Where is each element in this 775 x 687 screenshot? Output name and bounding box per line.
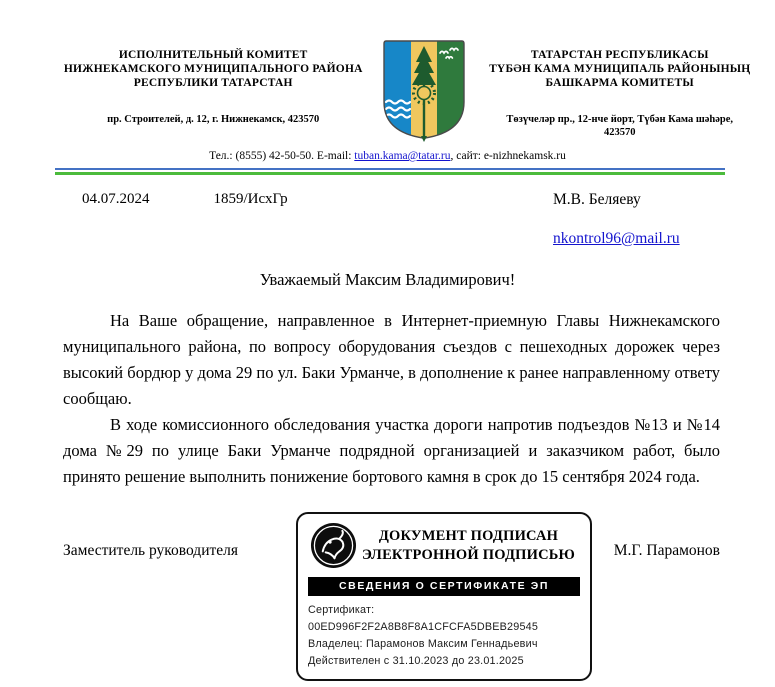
contact-line — [0, 150, 775, 162]
signer-position: Заместитель руководителя — [63, 542, 239, 559]
contact-suffix: , сайт: e-nizhnekamsk.ru — [450, 150, 566, 162]
stamp-certificate-line: Сертификат: 00ED996F2F2A8B8F8A1CFCFA5DBEB29545 — [308, 604, 539, 633]
org-name-tatar — [476, 48, 763, 90]
org-name-line: ТҮБӘН КАМА МУНИЦИПАЛЬ РАЙОНЫНЫҢ — [489, 63, 751, 75]
salutation: Уважаемый Максим Владимирович! — [259, 270, 516, 289]
recipient-name: М.В. Беляеву — [553, 191, 641, 208]
stamp-certificate-bar: СВЕДЕНИЯ О СЕРТИФИКАТЕ ЭП — [308, 577, 580, 596]
stamp-title — [357, 527, 580, 565]
org-block-tatar — [476, 36, 763, 139]
letter-date: 04.07.2024 — [82, 191, 150, 207]
divider-green-line — [55, 172, 725, 175]
stamp-details — [308, 602, 580, 670]
org-name-line: ТАТАРСТАН РЕСПУБЛИКАСЫ — [530, 49, 709, 61]
coat-of-arms — [380, 36, 470, 147]
stamp-header — [308, 522, 580, 569]
org-name-line: ИСПОЛНИТЕЛЬНЫЙ КОМИТЕТ — [118, 49, 308, 61]
nizhnekamsk-coat-of-arms-icon — [380, 36, 468, 142]
body-paragraph-2: В ходе комиссионного обследования участка дороги напротив подъездов №13 и №14 дома №29 по улице Баки Урманче подрядной организацией и заказчиком работ, было принято решение выполнить понижение бортового камня в срок до 15 сентября 2024 года. — [63, 415, 720, 486]
recipient-email-link[interactable]: nkontrol96@mail.ru — [553, 230, 680, 247]
org-address-tatar: Төзүчеләр пр., 12-нче йорт, Түбән Кама шәһәре, 423570 — [506, 114, 734, 138]
org-name-russian — [58, 48, 368, 90]
contact-prefix: Тел.: (8555) 42-50-50. E-mail: — [209, 150, 355, 162]
letter-number: 1859/ИсхГр — [213, 191, 288, 207]
stamp-title-line1: ДОКУМЕНТ ПОДПИСАН — [378, 527, 559, 544]
org-address-russian: пр. Строителей, д. 12, г. Нижнекамск, 423570 — [107, 114, 320, 125]
recipient-block — [553, 191, 718, 248]
signer-name: М.Г. Парамонов — [613, 542, 720, 559]
org-email-link[interactable]: tuban.kama@tatar.ru — [354, 150, 451, 162]
letterhead-divider — [55, 168, 725, 175]
tatarstan-akbars-emblem-icon — [310, 522, 357, 569]
letterhead — [0, 0, 775, 147]
electronic-signature-stamp — [296, 512, 592, 681]
stamp-validity-line: Действителен с 31.10.2023 до 23.01.2025 — [308, 655, 524, 667]
signature-row — [63, 512, 720, 681]
org-block-russian — [58, 36, 368, 126]
org-name-line: НИЖНЕКАМСКОГО МУНИЦИПАЛЬНОГО РАЙОНА — [63, 63, 363, 75]
body-paragraph-1: На Ваше обращение, направленное в Интернет-приемную Главы Нижнекамского муниципального района, по вопросу оборудования съездов с пешеходных дорожек через высокий бордюр у дома 29 по ул. Баки Урманче, в дополнение к ранее направленному ответу сообщаю. — [63, 311, 720, 408]
reference-row — [82, 191, 718, 248]
org-name-line: РЕСПУБЛИКИ ТАТАРСТАН — [133, 77, 293, 89]
org-name-line: БАШКАРМА КОМИТЕТЫ — [545, 77, 694, 89]
stamp-owner-line: Владелец: Парамонов Максим Геннадьевич — [308, 638, 538, 650]
stamp-title-line2: ЭЛЕКТРОННОЙ ПОДПИСЬЮ — [361, 546, 576, 563]
